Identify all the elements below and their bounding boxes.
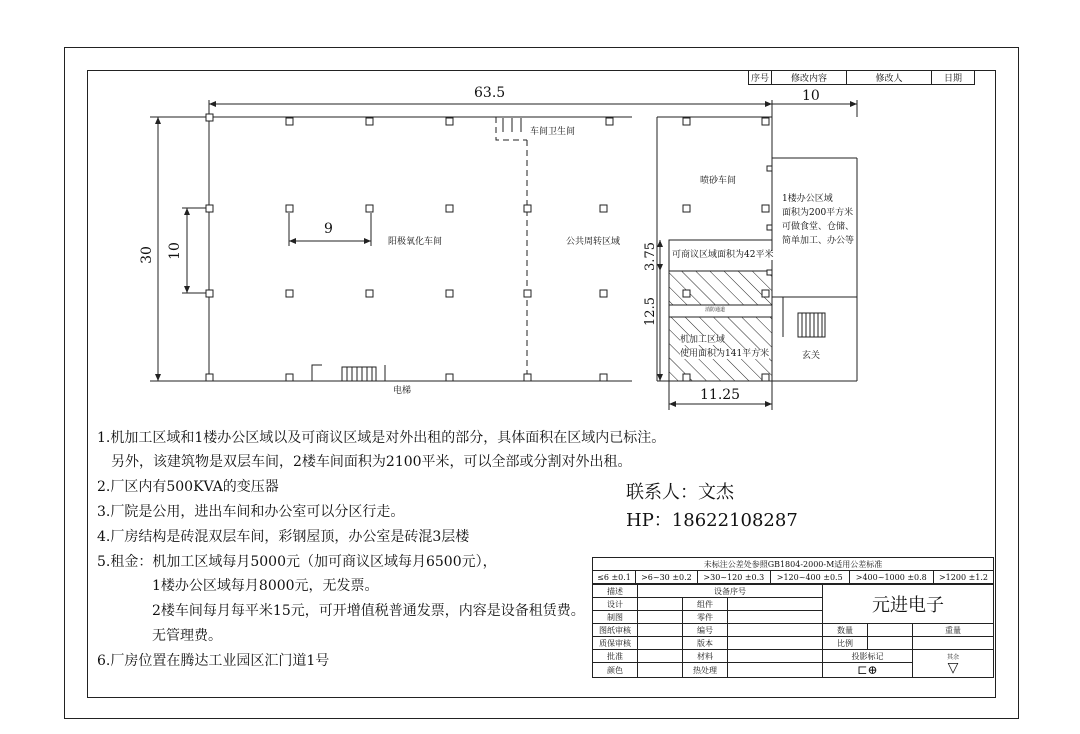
label-machining-2: 使用面积为141平方米 (680, 349, 770, 359)
tol-6: >1200 ±1.2 (933, 571, 993, 584)
dim-total-height: 30 (138, 246, 155, 264)
tb-part: 零件 (683, 611, 728, 624)
tb-scale: 比例 (823, 637, 868, 650)
tb-version: 版本 (683, 637, 728, 650)
note-5: 5.租金：机加工区域每月5000元（加可商议区域每月6500元）， (97, 554, 497, 570)
label-office-3: 可做食堂、仓储、 (782, 222, 855, 232)
label-office-2: 面积为200平方米 (782, 208, 854, 218)
label-anodize: 阳极氧化车间 (388, 237, 443, 247)
contact-name: 联系人：文杰 (626, 482, 734, 503)
note-5d: 无管理费。 (152, 628, 222, 644)
tol-2: >6~30 ±0.2 (636, 571, 698, 584)
tb-assembly: 组件 (683, 598, 728, 611)
label-elevator: 电梯 (393, 386, 412, 396)
tb-roughness: 其余 (946, 654, 959, 661)
note-1b: 另外，该建筑物是双层车间，2楼车间面积为2100平米，可以全部或分割对外出租。 (111, 454, 632, 470)
tb-number: 编号 (683, 624, 728, 637)
tb-approve: 批准 (593, 650, 638, 663)
label-sandblast: 喷砂车间 (700, 176, 737, 186)
note-6: 6.厂房位置在腾达工业园区汇门道1号 (97, 653, 330, 669)
label-office-4: 简单加工、办公等 (782, 236, 855, 246)
machining-area (669, 271, 772, 381)
dim-column-span: 9 (324, 221, 333, 237)
tol-1: ≤6 ±0.1 (593, 571, 636, 584)
tb-desc: 描述 (593, 585, 638, 598)
title-block (592, 584, 994, 678)
tb-qty: 数量 (823, 624, 868, 637)
label-fire-passage: 消防通道 (705, 307, 726, 313)
tol-3: >30~120 ±0.3 (697, 571, 770, 584)
tb-weight: 重量 (913, 624, 994, 637)
tol-4: >120~400 ±0.5 (770, 571, 849, 584)
label-lobby: 玄关 (802, 351, 821, 361)
label-negotiable: 可商议区域面积为42平米 (672, 250, 774, 260)
dim-h1: 3.75 (642, 242, 658, 271)
tol-5: >400~1000 ±0.8 (849, 571, 933, 584)
tb-heat: 热处理 (683, 663, 728, 678)
rev-person: 修改人 (847, 71, 932, 85)
rev-no: 序号 (749, 71, 772, 85)
rev-date: 日期 (932, 71, 975, 85)
label-machining-1: 机加工区域 (680, 335, 726, 345)
tb-design: 设计 (593, 598, 638, 611)
label-office-1: 1楼办公区域 (782, 194, 833, 204)
tb-qa: 质保审核 (593, 637, 638, 650)
roughness-symbol: 其余 ▽ (913, 650, 994, 678)
note-2: 2.厂区内有500KVA的变压器 (97, 479, 279, 495)
company-name: 元进电子 (823, 585, 994, 624)
tb-projection: 投影标记 (823, 650, 913, 663)
dim-right-width: 10 (802, 88, 820, 104)
tb-draw: 制图 (593, 611, 638, 624)
dim-inner-height: 10 (166, 242, 183, 260)
note-5b: 1楼办公区域每月8000元，无发票。 (152, 578, 379, 594)
rev-content: 修改内容 (772, 71, 847, 85)
projection-icon: ⊏⊕ (823, 663, 913, 678)
note-1: 1.机加工区域和1楼办公区域以及可商议区域是对外出租的部分，具体面积在区域内已标注。 (97, 430, 666, 446)
tb-color: 颜色 (593, 663, 638, 678)
dim-h2: 12.5 (642, 297, 658, 326)
dim-bottom-width: 11.25 (700, 387, 741, 403)
note-5c: 2楼车间每月每平米15元，可开增值税普通发票，内容是设备租赁费。 (152, 603, 585, 619)
tolerance-table (592, 557, 994, 584)
tb-equip-no: 设备序号 (638, 585, 823, 598)
note-3: 3.厂院是公用，进出车间和办公室可以分区行走。 (97, 504, 405, 520)
label-public-area: 公共周转区域 (566, 237, 621, 247)
tb-material: 材料 (683, 650, 728, 663)
note-4: 4.厂房结构是砖混双层车间，彩钢屋顶，办公室是砖混3层楼 (97, 529, 470, 545)
tb-review: 图纸审核 (593, 624, 638, 637)
tolerance-title: 未标注公差处参照GB1804-2000-M适用公差标准 (593, 558, 994, 571)
contact-phone: HP：18622108287 (626, 510, 798, 531)
dim-total-length: 63.5 (474, 85, 506, 101)
label-toilet: 车间卫生间 (530, 127, 576, 137)
